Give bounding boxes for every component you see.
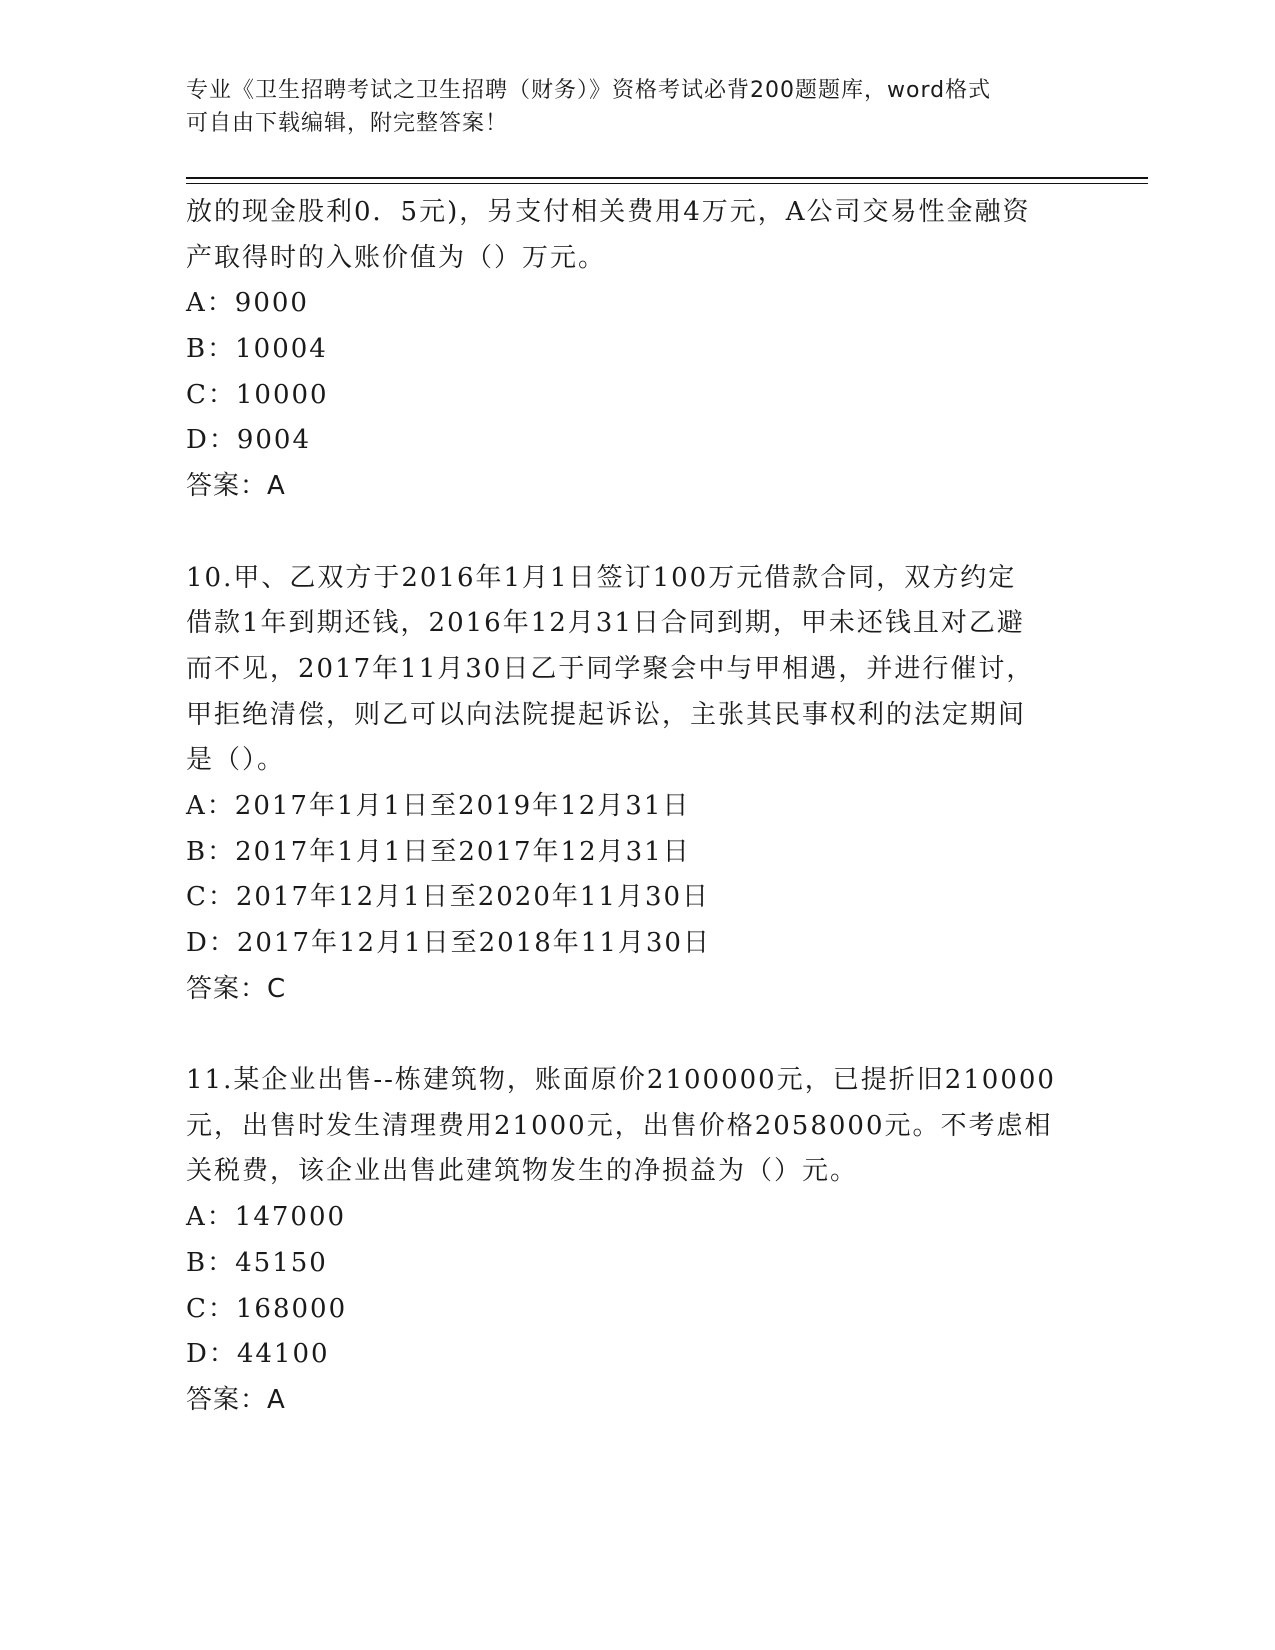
question-stem-line: 产取得时的入账价值为（）万元。 (186, 242, 607, 273)
answer-label: 答案：C (186, 973, 287, 1004)
option-b: B：2017年1月1日至2017年12月31日 (186, 836, 691, 867)
option-d: D：2017年12月1日至2018年11月30日 (186, 928, 711, 958)
option-a: A：147000 (186, 1202, 347, 1233)
option-a: A：2017年1月1日至2019年12月31日 (186, 790, 691, 821)
header-divider-thick (186, 177, 1148, 179)
option-b: B：10004 (186, 334, 328, 365)
question-spacer (186, 1012, 1086, 1058)
header-line-1: 专业《卫生招聘考试之卫生招聘（财务）》资格考试必背200题题库，word格式 (186, 78, 992, 103)
header-line-2: 可自由下载编辑，附完整答案！ (186, 111, 509, 136)
question-stem-line: 放的现金股利0．5元)，另支付相关费用4万元，A公司交易性金融资 (186, 197, 1031, 227)
question-10 (186, 556, 1086, 1013)
answer-label: 答案：A (186, 1384, 286, 1415)
option-c: C：10000 (186, 379, 329, 410)
answer-label: 答案：A (186, 471, 286, 502)
question-stem-line: 关税费，该企业出售此建筑物发生的净损益为（）元。 (186, 1156, 859, 1187)
question-stem-line: 甲拒绝清偿，则乙可以向法院提起诉讼，主张其民事权利的法定期间 (186, 699, 1027, 730)
option-d: D：9004 (186, 425, 312, 456)
option-c: C：168000 (186, 1293, 348, 1324)
question-stem-line: 11.某企业出售--栋建筑物，账面原价2100000元，已提折旧210000 (186, 1065, 1056, 1096)
option-c: C：2017年12月1日至2020年11月30日 (186, 882, 711, 913)
question-stem-line: 借款1年到期还钱，2016年12月31日合同到期，甲未还钱且对乙避 (186, 608, 1025, 639)
question-9 (186, 190, 1086, 510)
option-b: B：45150 (186, 1247, 328, 1278)
question-stem-line: 而不见，2017年11月30日乙于同学聚会中与甲相遇，并进行催讨， (186, 653, 1035, 684)
option-d: D：44100 (186, 1339, 330, 1370)
document-header (186, 74, 1066, 140)
question-stem-line: 元，出售时发生清理费用21000元，出售价格2058000元。不考虑相 (186, 1110, 1053, 1141)
question-11 (186, 1058, 1086, 1424)
header-divider-thin (186, 183, 1148, 184)
question-spacer (186, 510, 1086, 556)
option-a: A：9000 (186, 288, 309, 319)
question-stem-line: 10.甲、乙双方于2016年1月1日签订100万元借款合同，双方约定 (186, 562, 1017, 593)
question-content (186, 190, 1086, 1424)
question-stem-line: 是（）。 (186, 745, 286, 776)
